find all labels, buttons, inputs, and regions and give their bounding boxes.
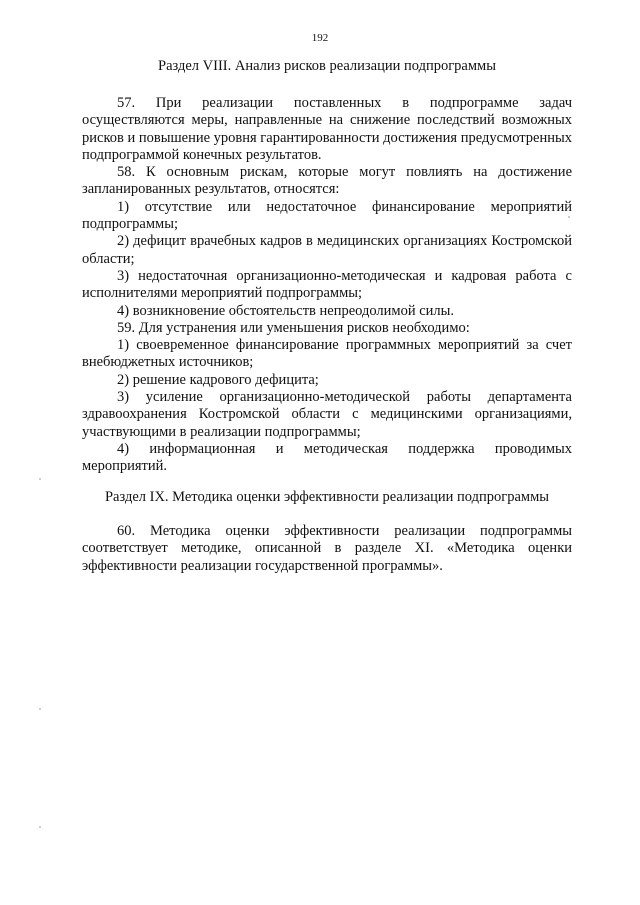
risk-item-3: 3) недостаточная организационно-методическая и кадровая работа с исполнителями мероприятий подпрограммы; bbox=[82, 267, 572, 302]
section-9-heading: Раздел IX. Методика оценки эффективности реализации подпрограммы bbox=[104, 489, 549, 505]
measure-item-1: 1) своевременное финансирование программных мероприятий за счет внебюджетных источников; bbox=[82, 337, 572, 371]
measure-item-4: 4) информационная и методическая поддержка проводимых мероприятий. bbox=[82, 440, 572, 475]
scan-speck bbox=[568, 216, 570, 218]
section-8-heading: Раздел VIII. Анализ рисков реализации подпрограммы bbox=[158, 58, 496, 74]
paragraph-59: 59. Для устранения или уменьшения рисков необходимо: bbox=[117, 319, 470, 336]
scan-speck bbox=[39, 478, 41, 480]
page-number: 192 bbox=[311, 32, 329, 44]
section-8-body bbox=[82, 95, 572, 476]
paragraph-57: 57. При реализации поставленных в подпрограмме задач осуществляются меры, направленные на снижение последствий возможных рисков и повышение уровня гарантированности достижения предусмотренных подпрограммой конечных результатов. bbox=[82, 95, 572, 163]
paragraph-60: 60. Методика оценки эффективности реализации подпрограммы соответствует методике, описанной в разделе XI. «Методика оценки эффективности реализации государственной программы». bbox=[82, 523, 572, 574]
scan-speck bbox=[39, 826, 41, 828]
risk-item-2: 2) дефицит врачебных кадров в медицинских организациях Костромской области; bbox=[82, 233, 572, 267]
scan-speck bbox=[39, 708, 41, 710]
measure-item-2: 2) решение кадрового дефицита; bbox=[117, 371, 319, 388]
measure-item-3: 3) усиление организационно-методической работы департамента здравоохранения Костромской области с медицинскими организациями, участвующими в реализации подпрограммы; bbox=[82, 389, 572, 440]
paragraph-58: 58. К основным рискам, которые могут повлиять на достижение запланированных результатов, относятся: bbox=[82, 164, 572, 198]
section-9-body bbox=[82, 523, 572, 575]
risk-item-1: 1) отсутствие или недостаточное финансирование мероприятий подпрограммы; bbox=[82, 198, 572, 233]
risk-item-4: 4) возникновение обстоятельств непреодолимой силы. bbox=[117, 302, 455, 319]
